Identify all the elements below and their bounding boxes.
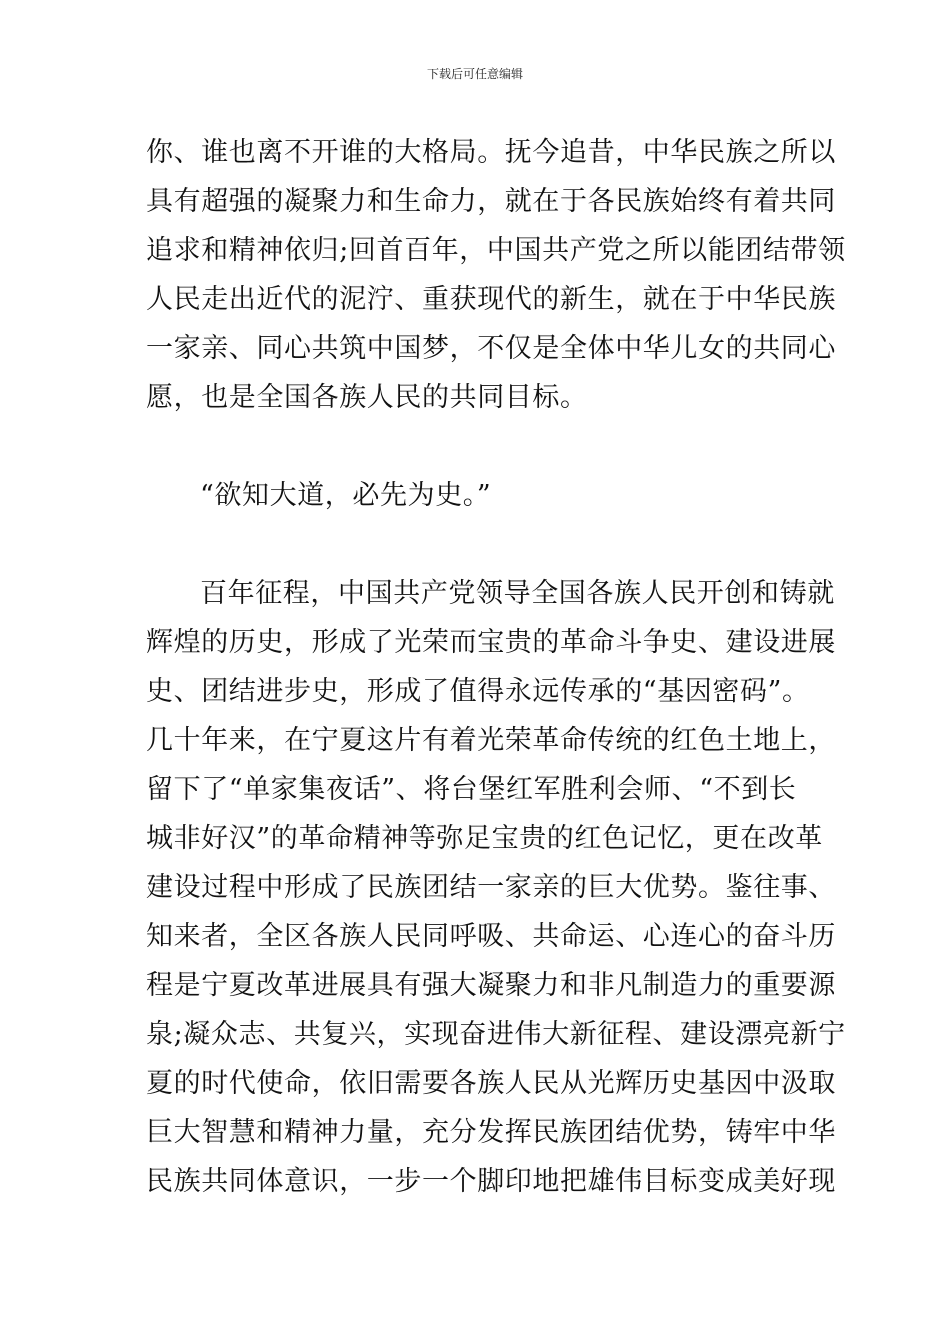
text-line: 具有超强的凝聚力和生命力，就在于各民族始终有着共同 [146,186,836,217]
text-line: 留下了“单家集夜话”、将台堡红军胜利会师、“不到长 [146,774,797,805]
text-line: 程是宁夏改革进展具有强大凝聚力和非凡制造力的重要源 [146,970,836,1001]
text-line: 追求和精神依归;回首百年，中国共产党之所以能团结带领 [146,235,846,266]
text-line: 一家亲、同心共筑中国梦，不仅是全体中华儿女的共同心 [146,333,836,364]
text-line: 建设过程中形成了民族团结一家亲的巨大优势。鉴往事、 [146,872,836,903]
text-line: 知来者，全区各族人民同呼吸、共命运、心连心的奋斗历 [146,921,836,952]
text-line: 城非好汉”的革命精神等弥足宝贵的红色记忆，更在改革 [146,823,823,854]
page-header: 下载后可任意编辑 [426,67,523,81]
text-line: 辉煌的历史，形成了光荣而宝贵的革命斗争史、建设进展 [146,627,836,658]
document-body [146,128,846,1206]
text-line: 夏的时代使命，依旧需要各族人民从光辉历史基因中汲取 [146,1068,836,1099]
text-line: 几十年来，在宁夏这片有着光荣革命传统的红色土地上， [146,725,836,756]
text-line: 百年征程，中国共产党领导全国各族人民开创和铸就 [200,578,835,609]
paragraph-1 [146,128,846,422]
text-line: 你、谁也离不开谁的大格局。抚今追昔，中华民族之所以 [146,137,836,168]
text-line: “欲知大道，必先为史。” [200,480,492,511]
text-line: 史、团结进步史，形成了值得永远传承的“基因密码”。 [146,676,810,707]
paragraph-spacer [146,520,812,569]
text-line: 人民走出近代的泥泞、重获现代的新生，就在于中华民族 [146,284,836,315]
paragraph-spacer [146,422,812,471]
paragraph-2 [146,471,812,520]
text-line: 民族共同体意识，一步一个脚印地把雄伟目标变成美好现 [146,1166,836,1197]
text-line: 巨大智慧和精神力量，充分发挥民族团结优势，铸牢中华 [146,1117,836,1148]
paragraph-3 [146,569,846,1206]
text-line: 泉;凝众志、共复兴，实现奋进伟大新征程、建设漂亮新宁 [146,1019,846,1050]
text-line: 愿，也是全国各族人民的共同目标。 [146,382,588,413]
